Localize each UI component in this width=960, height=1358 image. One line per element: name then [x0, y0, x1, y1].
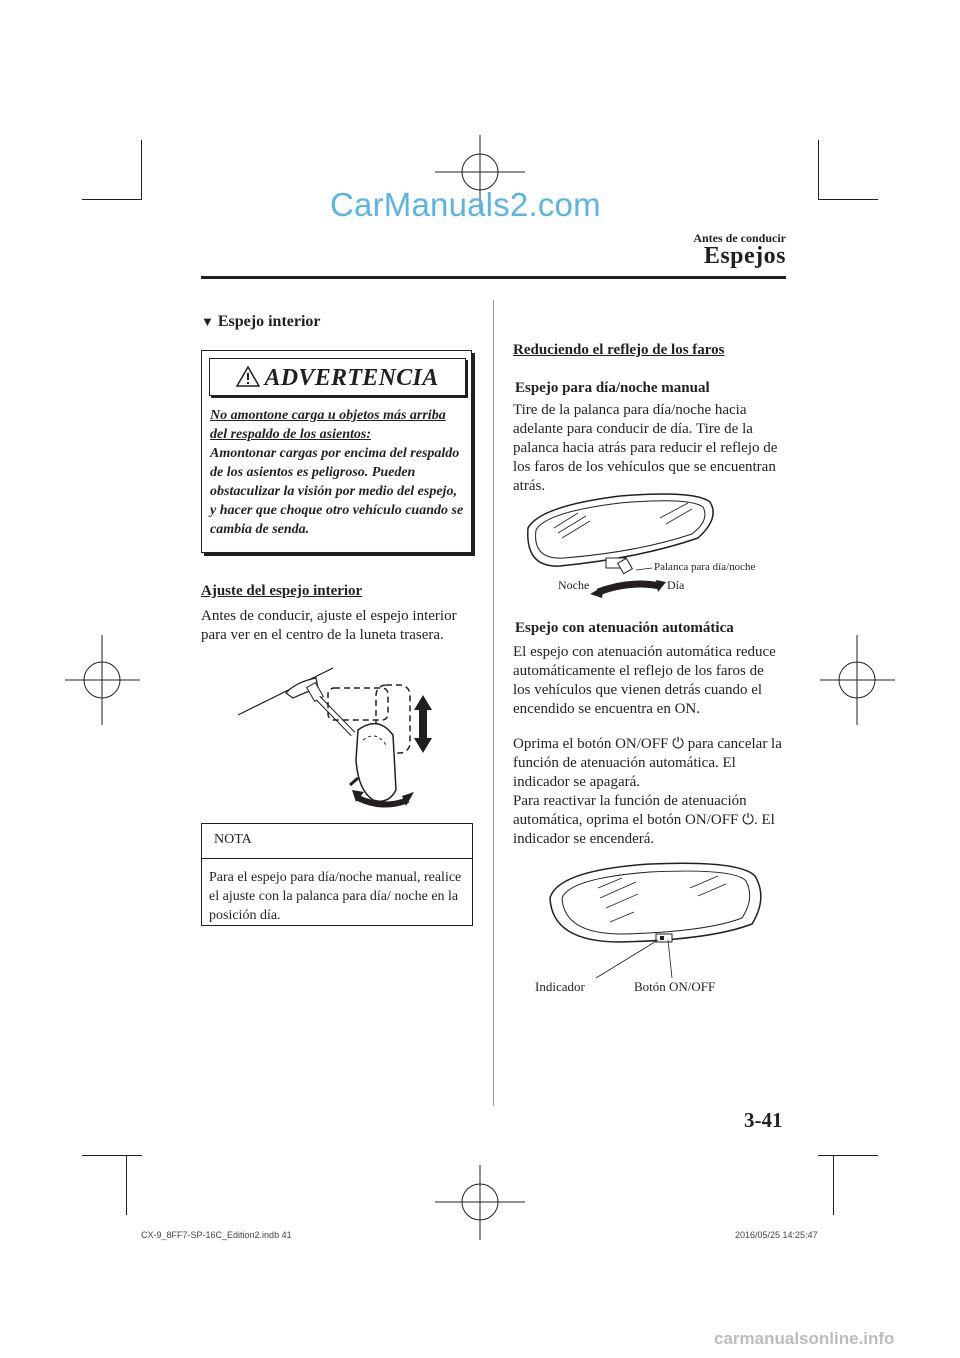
note-divider — [202, 858, 472, 859]
registration-mark-left — [65, 635, 140, 725]
crop-mark — [82, 1155, 142, 1156]
crop-mark — [818, 199, 878, 200]
warning-underlined: No amontone carga u objetos más arriba del respaldo de los asientos: — [210, 408, 446, 442]
page-number: 3-41 — [744, 1108, 783, 1132]
section-label: Antes de conducir — [693, 231, 786, 245]
watermark-footer[interactable]: carmanualsonline.info — [714, 1329, 895, 1348]
lever-label: Palanca para día/noche — [654, 561, 756, 573]
column-divider — [493, 300, 494, 1106]
power-icon: ⏻ — [742, 812, 755, 828]
indicator-label: Indicador — [535, 979, 585, 994]
auto-dimming-mirror-illustration — [540, 858, 770, 988]
manual-mirror-text: Tire de la palanca para día/noche hacia adelante para conducir de día. Tire de la palanca hacia atrás para reducir el reflejo de los faros de los vehículos que se encuentran atrás. — [513, 402, 778, 494]
onoff-text-4: . El indicador se encenderá. — [513, 812, 775, 847]
mirror-adjust-illustration — [238, 660, 448, 810]
onoff-text-3: Para reactivar la función de atenuación automática, oprima el botón ON/OFF — [513, 793, 747, 828]
watermark-logo[interactable]: CarManuals2.com — [330, 186, 601, 223]
header-rule — [201, 276, 786, 279]
registration-mark-bottom — [435, 1165, 525, 1240]
day-night-mirror-illustration — [520, 488, 720, 600]
glare-title: Reduciendo el reflejo de los faros — [513, 342, 725, 358]
crop-mark — [818, 140, 819, 200]
warning-box — [201, 350, 472, 553]
power-icon: ⏻ — [672, 736, 685, 752]
night-label: Noche — [558, 578, 590, 592]
warning-body — [210, 406, 466, 539]
crop-mark — [141, 140, 142, 200]
crop-mark — [82, 199, 142, 200]
triangle-marker-icon: ▼ — [201, 314, 214, 329]
note-box — [201, 823, 473, 926]
registration-mark-right — [820, 635, 895, 725]
adjust-text: Antes de conducir, ajuste el espejo interior para ver en el centro de la luneta trasera. — [201, 608, 457, 643]
auto-mirror-text: El espejo con atenuación automática reduce automáticamente el reflejo de los faros de los vehículos que vienen detrás cuando el encendido se encuentra en ON. — [513, 644, 776, 717]
section-heading — [201, 313, 321, 331]
crop-mark — [126, 1155, 127, 1215]
onoff-paragraph — [513, 735, 783, 849]
onoff-text-2: para cancelar la función de atenuación automática. El indicador se apagará. — [513, 736, 782, 790]
warning-title: ADVERTENCIA — [264, 365, 439, 391]
warning-triangle-icon — [236, 365, 260, 387]
warning-header — [209, 358, 466, 396]
footer-timestamp: 2016/05/25 14:25:47 — [735, 1230, 818, 1240]
adjust-title: Ajuste del espejo interior — [201, 583, 363, 599]
onoff-text-1: Oprima el botón ON/OFF — [513, 736, 669, 752]
crop-mark — [833, 1155, 834, 1215]
crop-mark — [818, 1155, 878, 1156]
day-label: Día — [667, 578, 685, 592]
auto-mirror-title: Espejo con atenuación automática — [515, 620, 734, 636]
footer-filename: CX-9_8FF7-SP-16C_Edition2.indb 41 — [141, 1230, 292, 1240]
page-title: Espejos — [703, 243, 786, 269]
manual-mirror-title: Espejo para día/noche manual — [515, 380, 710, 396]
note-text: Para el espejo para día/noche manual, realice el ajuste con la palanca para día/ noche en la posición día. — [209, 870, 462, 923]
button-label: Botón ON/OFF — [634, 979, 716, 994]
warning-text: Amontonar cargas por encima del respaldo de los asientos es peligroso. Pueden obstaculizar la visión por medio del espejo, y hacer que choque otro vehículo cuando se cambia de senda. — [210, 446, 464, 537]
note-title: NOTA — [214, 832, 252, 847]
heading-text: Espejo interior — [217, 313, 321, 330]
